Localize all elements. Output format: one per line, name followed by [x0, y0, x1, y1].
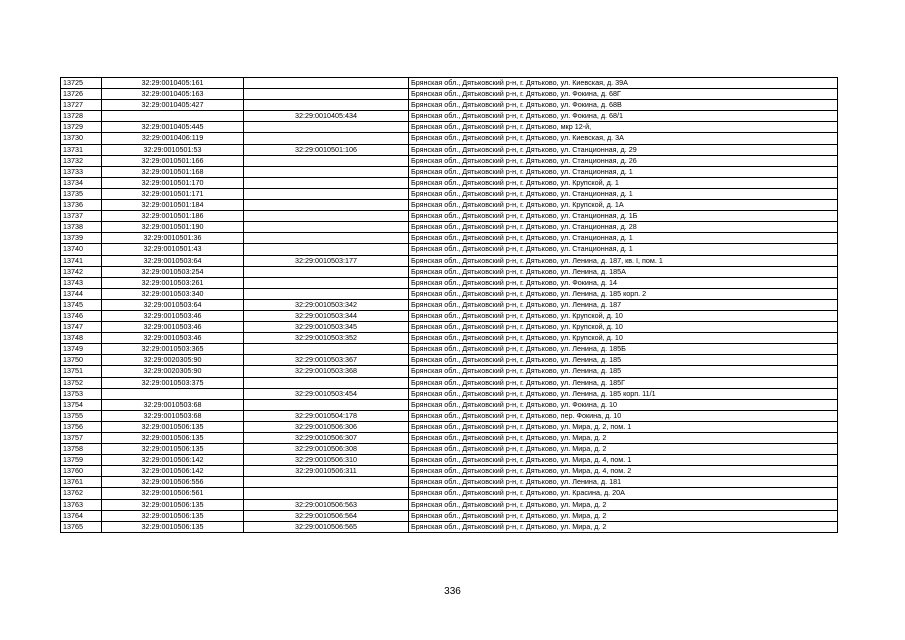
address-cell: Брянская обл., Дятьковский р-н, г. Дятьково, ул. Фокина, д. 68В	[409, 100, 838, 111]
cadastral-number-cell: 32:29:0010503:64	[102, 255, 244, 266]
inner-cadastral-number-cell	[244, 133, 409, 144]
record-number-cell: 13761	[61, 477, 102, 488]
inner-cadastral-number-cell: 32:29:0010506:311	[244, 466, 409, 477]
address-cell: Брянская обл., Дятьковский р-н, г. Дятьково, ул. Ленина, д. 187, кв. I, пом. 1	[409, 255, 838, 266]
record-number-cell: 13743	[61, 277, 102, 288]
cadastral-number-cell: 32:29:0010506:135	[102, 433, 244, 444]
table-row	[61, 166, 838, 177]
address-cell: Брянская обл., Дятьковский р-н, г. Дятьково, ул. Станционная, д. 1	[409, 233, 838, 244]
address-cell: Брянская обл., Дятьковский р-н, г. Дятьково, ул. Фокина, д. 10	[409, 399, 838, 410]
table-row	[61, 344, 838, 355]
address-cell: Брянская обл., Дятьковский р-н, г. Дятьково, ул. Ленина, д. 185Б	[409, 344, 838, 355]
inner-cadastral-number-cell: 32:29:0010506:306	[244, 421, 409, 432]
address-cell: Брянская обл., Дятьковский р-н, г. Дятьково, ул. Станционная, д. 1	[409, 244, 838, 255]
table-row	[61, 377, 838, 388]
address-cell: Брянская обл., Дятьковский р-н, г. Дятьково, ул. Крупской, д. 10	[409, 310, 838, 321]
table-row	[61, 244, 838, 255]
address-cell: Брянская обл., Дятьковский р-н, г. Дятьково, ул. Мира, д. 2	[409, 510, 838, 521]
inner-cadastral-number-cell: 32:29:0010506:307	[244, 433, 409, 444]
table-row	[61, 277, 838, 288]
table-row	[61, 155, 838, 166]
cadastral-number-cell: 32:29:0010503:375	[102, 377, 244, 388]
table-row	[61, 466, 838, 477]
record-number-cell: 13730	[61, 133, 102, 144]
record-number-cell: 13756	[61, 421, 102, 432]
cadastral-number-cell: 32:29:0010501:43	[102, 244, 244, 255]
record-number-cell: 13746	[61, 310, 102, 321]
cadastral-number-cell: 32:29:0010506:135	[102, 421, 244, 432]
address-cell: Брянская обл., Дятьковский р-н, г. Дятьково, ул. Станционная, д. 1	[409, 166, 838, 177]
address-cell: Брянская обл., Дятьковский р-н, г. Дятьково, ул. Киевская, д. 3А	[409, 133, 838, 144]
inner-cadastral-number-cell	[244, 377, 409, 388]
inner-cadastral-number-cell: 32:29:0010503:345	[244, 322, 409, 333]
table-row	[61, 521, 838, 532]
records-table-body	[61, 78, 838, 533]
cadastral-number-cell: 32:29:0010503:254	[102, 266, 244, 277]
table-row	[61, 421, 838, 432]
table-row	[61, 288, 838, 299]
table-row	[61, 399, 838, 410]
table-row	[61, 510, 838, 521]
cadastral-number-cell: 32:29:0010506:561	[102, 488, 244, 499]
cadastral-number-cell: 32:29:0010503:340	[102, 288, 244, 299]
table-row	[61, 89, 838, 100]
inner-cadastral-number-cell	[244, 89, 409, 100]
cadastral-number-cell: 32:29:0010405:161	[102, 78, 244, 89]
record-number-cell: 13752	[61, 377, 102, 388]
address-cell: Брянская обл., Дятьковский р-н, г. Дятьково, ул. Мира, д. 4, пом. 2	[409, 466, 838, 477]
cadastral-number-cell	[102, 111, 244, 122]
address-cell: Брянская обл., Дятьковский р-н, г. Дятьково, ул. Ленина, д. 187	[409, 299, 838, 310]
table-row	[61, 200, 838, 211]
address-cell: Брянская обл., Дятьковский р-н, г. Дятьково, ул. Ленина, д. 185 корп. 2	[409, 288, 838, 299]
inner-cadastral-number-cell	[244, 200, 409, 211]
address-cell: Брянская обл., Дятьковский р-н, г. Дятьково, ул. Станционная, д. 28	[409, 222, 838, 233]
table-row	[61, 122, 838, 133]
cadastral-number-cell: 32:29:0010501:166	[102, 155, 244, 166]
inner-cadastral-number-cell: 32:29:0010503:342	[244, 299, 409, 310]
record-number-cell: 13741	[61, 255, 102, 266]
record-number-cell: 13758	[61, 444, 102, 455]
inner-cadastral-number-cell	[244, 177, 409, 188]
address-cell: Брянская обл., Дятьковский р-н, г. Дятьково, ул. Киевская, д. 39А	[409, 78, 838, 89]
table-row	[61, 211, 838, 222]
cadastral-number-cell: 32:29:0010405:163	[102, 89, 244, 100]
cadastral-number-cell	[102, 388, 244, 399]
record-number-cell: 13747	[61, 322, 102, 333]
table-row	[61, 144, 838, 155]
table-row	[61, 444, 838, 455]
address-cell: Брянская обл., Дятьковский р-н, г. Дятьково, ул. Станционная, д. 1Б	[409, 211, 838, 222]
cadastral-number-cell: 32:29:0010506:135	[102, 444, 244, 455]
address-cell: Брянская обл., Дятьковский р-н, г. Дятьково, ул. Станционная, д. 26	[409, 155, 838, 166]
address-cell: Брянская обл., Дятьковский р-н, г. Дятьково, ул. Крупской, д. 1А	[409, 200, 838, 211]
record-number-cell: 13739	[61, 233, 102, 244]
record-number-cell: 13733	[61, 166, 102, 177]
record-number-cell: 13764	[61, 510, 102, 521]
inner-cadastral-number-cell	[244, 78, 409, 89]
address-cell: Брянская обл., Дятьковский р-н, г. Дятьково, ул. Крупской, д. 1	[409, 177, 838, 188]
inner-cadastral-number-cell: 32:29:0010503:454	[244, 388, 409, 399]
cadastral-number-cell: 32:29:0010501:170	[102, 177, 244, 188]
cadastral-number-cell: 32:29:0010506:135	[102, 521, 244, 532]
cadastral-number-cell: 32:29:0010506:135	[102, 510, 244, 521]
address-cell: Брянская обл., Дятьковский р-н, г. Дятьково, ул. Станционная, д. 1	[409, 188, 838, 199]
cadastral-number-cell: 32:29:0010503:261	[102, 277, 244, 288]
table-row	[61, 233, 838, 244]
address-cell: Брянская обл., Дятьковский р-н, г. Дятьково, пер. Фокина, д. 10	[409, 410, 838, 421]
inner-cadastral-number-cell: 32:29:0010503:344	[244, 310, 409, 321]
cadastral-number-cell: 32:29:0010501:190	[102, 222, 244, 233]
table-row	[61, 188, 838, 199]
cadastral-number-cell: 32:29:0010405:445	[102, 122, 244, 133]
record-number-cell: 13727	[61, 100, 102, 111]
address-cell: Брянская обл., Дятьковский р-н, г. Дятьково, ул. Мира, д. 2, пом. 1	[409, 421, 838, 432]
cadastral-number-cell: 32:29:0010503:68	[102, 399, 244, 410]
table-row	[61, 366, 838, 377]
record-number-cell: 13728	[61, 111, 102, 122]
address-cell: Брянская обл., Дятьковский р-н, г. Дятьково, ул. Мира, д. 4, пом. 1	[409, 455, 838, 466]
cadastral-number-cell: 32:29:0010406:119	[102, 133, 244, 144]
table-row	[61, 488, 838, 499]
record-number-cell: 13729	[61, 122, 102, 133]
address-cell: Брянская обл., Дятьковский р-н, г. Дятьково, ул. Крупской, д. 10	[409, 322, 838, 333]
inner-cadastral-number-cell: 32:29:0010504:178	[244, 410, 409, 421]
inner-cadastral-number-cell: 32:29:0010506:308	[244, 444, 409, 455]
cadastral-number-cell: 32:29:0010501:53	[102, 144, 244, 155]
record-number-cell: 13749	[61, 344, 102, 355]
address-cell: Брянская обл., Дятьковский р-н, г. Дятьково, ул. Мира, д. 2	[409, 433, 838, 444]
inner-cadastral-number-cell	[244, 399, 409, 410]
cadastral-number-cell: 32:29:0010501:171	[102, 188, 244, 199]
address-cell: Брянская обл., Дятьковский р-н, г. Дятьково, ул. Фокина, д. 68Г	[409, 89, 838, 100]
table-row	[61, 355, 838, 366]
address-cell: Брянская обл., Дятьковский р-н, г. Дятьково, ул. Ленина, д. 185А	[409, 266, 838, 277]
cadastral-number-cell: 32:29:0010501:168	[102, 166, 244, 177]
address-cell: Брянская обл., Дятьковский р-н, г. Дятьково, ул. Мира, д. 2	[409, 499, 838, 510]
table-row	[61, 433, 838, 444]
table-row	[61, 78, 838, 89]
cadastral-number-cell: 32:29:0010503:46	[102, 322, 244, 333]
record-number-cell: 13762	[61, 488, 102, 499]
inner-cadastral-number-cell	[244, 477, 409, 488]
record-number-cell: 13745	[61, 299, 102, 310]
table-row	[61, 333, 838, 344]
record-number-cell: 13753	[61, 388, 102, 399]
inner-cadastral-number-cell: 32:29:0010405:434	[244, 111, 409, 122]
table-row	[61, 255, 838, 266]
record-number-cell: 13755	[61, 410, 102, 421]
record-number-cell: 13740	[61, 244, 102, 255]
cadastral-number-cell: 32:29:0020305:90	[102, 366, 244, 377]
address-cell: Брянская обл., Дятьковский р-н, г. Дятьково, ул. Мира, д. 2	[409, 521, 838, 532]
cadastral-number-cell: 32:29:0010506:556	[102, 477, 244, 488]
record-number-cell: 13726	[61, 89, 102, 100]
address-cell: Брянская обл., Дятьковский р-н, г. Дятьково, ул. Фокина, д. 14	[409, 277, 838, 288]
inner-cadastral-number-cell	[244, 155, 409, 166]
table-row	[61, 111, 838, 122]
address-cell: Брянская обл., Дятьковский р-н, г. Дятьково, ул. Ленина, д. 185Г	[409, 377, 838, 388]
table-row	[61, 100, 838, 111]
table-row	[61, 455, 838, 466]
record-number-cell: 13736	[61, 200, 102, 211]
inner-cadastral-number-cell: 32:29:0010503:368	[244, 366, 409, 377]
inner-cadastral-number-cell	[244, 122, 409, 133]
address-cell: Брянская обл., Дятьковский р-н, г. Дятьково, ул. Ленина, д. 185	[409, 366, 838, 377]
inner-cadastral-number-cell	[244, 344, 409, 355]
record-number-cell: 13757	[61, 433, 102, 444]
cadastral-number-cell: 32:29:0020305:90	[102, 355, 244, 366]
inner-cadastral-number-cell: 32:29:0010503:352	[244, 333, 409, 344]
inner-cadastral-number-cell	[244, 188, 409, 199]
record-number-cell: 13765	[61, 521, 102, 532]
cadastral-number-cell: 32:29:0010506:142	[102, 455, 244, 466]
cadastral-number-cell: 32:29:0010501:186	[102, 211, 244, 222]
table-row	[61, 388, 838, 399]
record-number-cell: 13725	[61, 78, 102, 89]
cadastral-number-cell: 32:29:0010503:64	[102, 299, 244, 310]
record-number-cell: 13734	[61, 177, 102, 188]
address-cell: Брянская обл., Дятьковский р-н, г. Дятьково, ул. Ленина, д. 181	[409, 477, 838, 488]
record-number-cell: 13760	[61, 466, 102, 477]
table-row	[61, 322, 838, 333]
record-number-cell: 13751	[61, 366, 102, 377]
inner-cadastral-number-cell	[244, 288, 409, 299]
record-number-cell: 13732	[61, 155, 102, 166]
cadastral-number-cell: 32:29:0010503:365	[102, 344, 244, 355]
records-table	[60, 77, 838, 533]
inner-cadastral-number-cell: 32:29:0010503:367	[244, 355, 409, 366]
table-row	[61, 477, 838, 488]
inner-cadastral-number-cell	[244, 277, 409, 288]
inner-cadastral-number-cell: 32:29:0010506:565	[244, 521, 409, 532]
address-cell: Брянская обл., Дятьковский р-н, г. Дятьково, ул. Крупской, д. 10	[409, 333, 838, 344]
record-number-cell: 13750	[61, 355, 102, 366]
record-number-cell: 13737	[61, 211, 102, 222]
record-number-cell: 13742	[61, 266, 102, 277]
inner-cadastral-number-cell	[244, 233, 409, 244]
inner-cadastral-number-cell	[244, 211, 409, 222]
cadastral-number-cell: 32:29:0010503:46	[102, 333, 244, 344]
address-cell: Брянская обл., Дятьковский р-н, г. Дятьково, ул. Фокина, д. 68/1	[409, 111, 838, 122]
table-row	[61, 266, 838, 277]
inner-cadastral-number-cell: 32:29:0010501:106	[244, 144, 409, 155]
inner-cadastral-number-cell: 32:29:0010506:564	[244, 510, 409, 521]
table-row	[61, 177, 838, 188]
record-number-cell: 13754	[61, 399, 102, 410]
address-cell: Брянская обл., Дятьковский р-н, г. Дятьково, ул. Красина, д. 20А	[409, 488, 838, 499]
cadastral-number-cell: 32:29:0010501:184	[102, 200, 244, 211]
record-number-cell: 13744	[61, 288, 102, 299]
record-number-cell: 13731	[61, 144, 102, 155]
table-row	[61, 299, 838, 310]
inner-cadastral-number-cell: 32:29:0010503:177	[244, 255, 409, 266]
record-number-cell: 13763	[61, 499, 102, 510]
table-row	[61, 222, 838, 233]
table-row	[61, 410, 838, 421]
page-number: 336	[444, 586, 461, 597]
cadastral-number-cell: 32:29:0010405:427	[102, 100, 244, 111]
table-row	[61, 310, 838, 321]
table-row	[61, 133, 838, 144]
inner-cadastral-number-cell	[244, 488, 409, 499]
table-row	[61, 499, 838, 510]
address-cell: Брянская обл., Дятьковский р-н, г. Дятьково, ул. Станционная, д. 29	[409, 144, 838, 155]
inner-cadastral-number-cell	[244, 222, 409, 233]
address-cell: Брянская обл., Дятьковский р-н, г. Дятьково, мкр 12-й,	[409, 122, 838, 133]
cadastral-number-cell: 32:29:0010503:46	[102, 310, 244, 321]
inner-cadastral-number-cell	[244, 166, 409, 177]
inner-cadastral-number-cell	[244, 244, 409, 255]
address-cell: Брянская обл., Дятьковский р-н, г. Дятьково, ул. Ленина, д. 185	[409, 355, 838, 366]
record-number-cell: 13748	[61, 333, 102, 344]
address-cell: Брянская обл., Дятьковский р-н, г. Дятьково, ул. Мира, д. 2	[409, 444, 838, 455]
record-number-cell: 13759	[61, 455, 102, 466]
cadastral-number-cell: 32:29:0010501:36	[102, 233, 244, 244]
cadastral-number-cell: 32:29:0010506:142	[102, 466, 244, 477]
address-cell: Брянская обл., Дятьковский р-н, г. Дятьково, ул. Ленина, д. 185 корп. 11/1	[409, 388, 838, 399]
inner-cadastral-number-cell	[244, 266, 409, 277]
inner-cadastral-number-cell	[244, 100, 409, 111]
cadastral-number-cell: 32:29:0010503:68	[102, 410, 244, 421]
inner-cadastral-number-cell: 32:29:0010506:310	[244, 455, 409, 466]
inner-cadastral-number-cell: 32:29:0010506:563	[244, 499, 409, 510]
cadastral-number-cell: 32:29:0010506:135	[102, 499, 244, 510]
record-number-cell: 13735	[61, 188, 102, 199]
record-number-cell: 13738	[61, 222, 102, 233]
